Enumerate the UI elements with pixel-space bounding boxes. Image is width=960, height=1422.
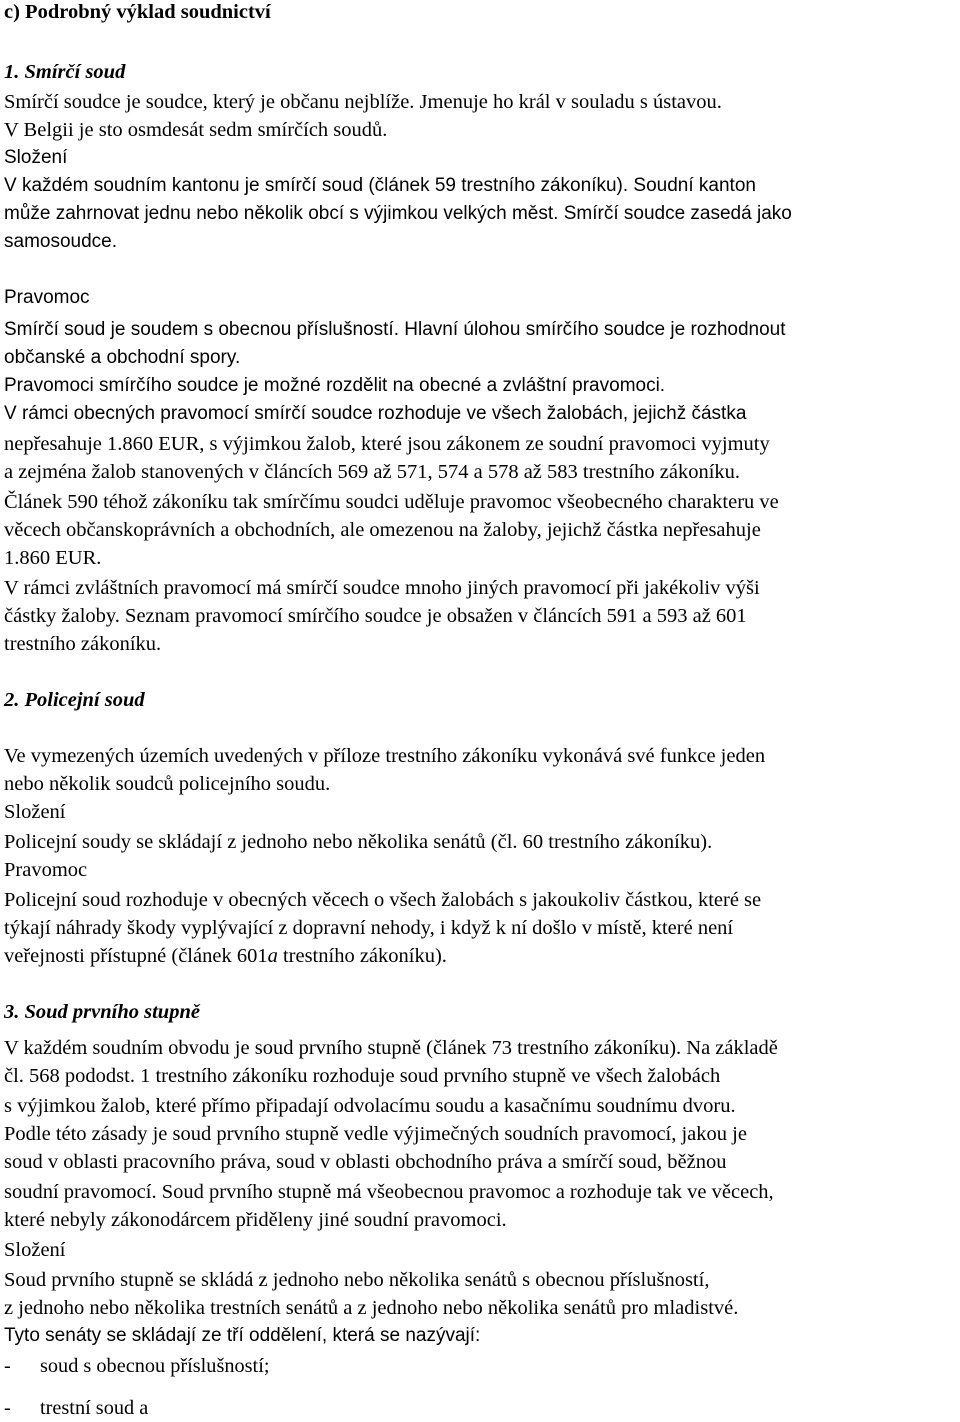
- paragraph-line: občanské a obchodní spory.: [4, 347, 241, 368]
- paragraph-line: Podle této zásady je soud prvního stupně vedle výjimečných soudních pravomocí, jakou je: [4, 1123, 747, 1145]
- paragraph-line: s výjimkou žalob, které přímo připadají odvolacímu soudu a kasačnímu soudnímu dvoru.: [4, 1095, 736, 1117]
- list-item-text: soud s obecnou příslušností;: [40, 1355, 270, 1377]
- paragraph-text: veřejnosti přístupné (článek 601: [4, 945, 268, 967]
- list-bullet: -: [4, 1397, 11, 1419]
- paragraph-line: V rámci zvláštních pravomocí má smírčí soudce mnoho jiných pravomocí při jakékoliv výši: [4, 577, 760, 599]
- section-3-number: 3.: [4, 1001, 20, 1023]
- subheading-slozeni: Složení: [4, 1239, 66, 1261]
- paragraph-line: může zahrnovat jednu nebo několik obcí s výjimkou velkých měst. Smírčí soudce zasedá jako: [4, 203, 792, 224]
- paragraph-line: Smírčí soudce je soudce, který je občanu nejblíže. Jmenuje ho král v souladu s ústavou.: [4, 91, 722, 113]
- subheading-pravomoc: Pravomoc: [4, 287, 90, 308]
- section-3-name: Soud prvního stupně: [24, 1001, 200, 1023]
- paragraph-line: Pravomoci smírčího soudce je možné rozdělit na obecné a zvláštní pravomoci.: [4, 375, 666, 396]
- paragraph-line: věcech občanskoprávních a obchodních, ale omezenou na žaloby, jejichž částka nepřesahuje: [4, 519, 761, 541]
- paragraph-line: nebo několik soudců policejního soudu.: [4, 773, 331, 795]
- subheading-slozeni: Složení: [4, 801, 66, 823]
- paragraph-line: V rámci obecných pravomocí smírčí soudce rozhoduje ve všech žalobách, jejichž částka: [4, 403, 747, 424]
- section-3-title: [4, 998, 200, 1026]
- paragraph-line: částky žaloby. Seznam pravomocí smírčího soudce je obsažen v článcích 591 a 593 až 601: [4, 605, 747, 627]
- subheading-slozeni: Složení: [4, 147, 68, 168]
- paragraph-line: a zejména žalob stanovených v článcích 569 až 571, 574 a 578 až 583 trestního zákoníku.: [4, 461, 741, 483]
- paragraph-line: týkají náhrady škody vyplývající z dopravní nehody, i když k ní došlo v místě, které není: [4, 917, 734, 939]
- paragraph-line: V Belgii je sto osmdesát sedm smírčích soudů.: [4, 119, 388, 141]
- paragraph-line: V každém soudním kantonu je smírčí soud (článek 59 trestního zákoníku). Soudní kanton: [4, 175, 756, 196]
- paragraph-line: V každém soudním obvodu je soud prvního stupně (článek 73 trestního zákoníku). Na základě: [4, 1037, 778, 1059]
- section-2-title: [4, 686, 145, 714]
- paragraph-text: trestního zákoníku).: [277, 945, 447, 967]
- paragraph-line: Tyto senáty se skládají ze tří oddělení, která se nazývají:: [4, 1325, 481, 1346]
- section-2-name: Policejní soud: [24, 689, 145, 711]
- subheading-pravomoc: Pravomoc: [4, 859, 88, 881]
- section-1-number: 1.: [4, 61, 20, 83]
- paragraph-line: Policejní soudy se skládají z jednoho nebo několika senátů (čl. 60 trestního zákoníku).: [4, 831, 713, 853]
- paragraph-line: soudní pravomocí. Soud prvního stupně má všeobecnou pravomoc a rozhoduje tak ve věcech,: [4, 1181, 774, 1203]
- paragraph-line: čl. 568 pododst. 1 trestního zákoníku rozhoduje soud prvního stupně ve všech žalobách: [4, 1065, 721, 1087]
- document-heading: c) Podrobný výklad soudnictví: [4, 1, 271, 23]
- list-item-text: trestní soud a: [40, 1397, 149, 1419]
- paragraph-line: Policejní soud rozhoduje v obecných věcech o všech žalobách s jakoukoliv částkou, které se: [4, 889, 762, 911]
- paragraph-line: Ve vymezených územích uvedených v příloze trestního zákoníku vykonává své funkce jeden: [4, 745, 766, 767]
- section-1-name: Smírčí soud: [24, 61, 126, 83]
- section-2-number: 2.: [4, 689, 20, 711]
- paragraph-line: Smírčí soud je soudem s obecnou příslušností. Hlavní úlohou smírčího soudce je rozhodnout: [4, 319, 786, 340]
- paragraph-line: soud v oblasti pracovního práva, soud v oblasti obchodního práva a smírčí soud, běžnou: [4, 1151, 727, 1173]
- paragraph-line: nepřesahuje 1.860 EUR, s výjimkou žalob, které jsou zákonem ze soudní pravomoci vyjmuty: [4, 433, 770, 455]
- article-suffix: a: [267, 945, 278, 967]
- section-1-title: [4, 58, 125, 86]
- paragraph-line: 1.860 EUR.: [4, 547, 102, 569]
- list-bullet: -: [4, 1355, 11, 1377]
- paragraph-line: samosoudce.: [4, 231, 118, 252]
- paragraph-line: z jednoho nebo několika trestních senátů a z jednoho nebo několika senátů pro mladistvé.: [4, 1297, 739, 1319]
- paragraph-line: které nebyly zákonodárcem přiděleny jiné soudní pravomoci.: [4, 1209, 507, 1231]
- paragraph-line: [4, 942, 447, 970]
- paragraph-line: Článek 590 téhož zákoníku tak smírčímu soudci uděluje pravomoc všeobecného charakteru ve: [4, 491, 779, 513]
- paragraph-line: Soud prvního stupně se skládá z jednoho nebo několika senátů s obecnou příslušností,: [4, 1269, 710, 1291]
- paragraph-line: trestního zákoníku.: [4, 633, 162, 655]
